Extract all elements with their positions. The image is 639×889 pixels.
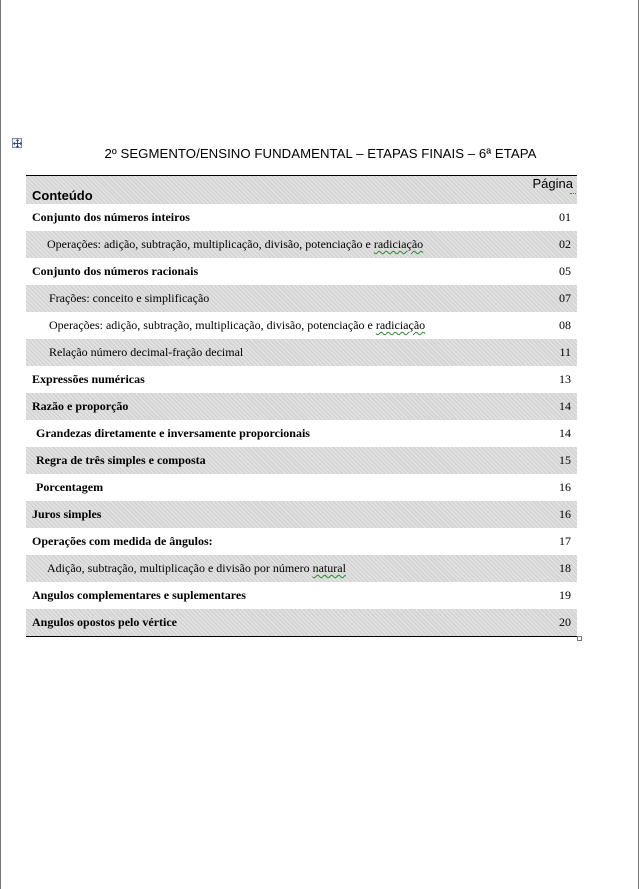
- row-label: Expressões numéricas: [32, 372, 145, 386]
- table-row[interactable]: [26, 447, 577, 474]
- table-row[interactable]: [26, 285, 577, 312]
- row-label: Conjunto dos números racionais: [32, 264, 199, 278]
- table-row[interactable]: [26, 339, 577, 366]
- row-page: 05: [559, 264, 571, 278]
- table-row[interactable]: [26, 474, 577, 501]
- row-label: Porcentagem: [36, 480, 104, 494]
- row-page: 13: [559, 372, 571, 386]
- row-label: Regra de três simples e composta: [36, 453, 206, 467]
- row-page: 19: [559, 588, 571, 602]
- row-label: Grandezas diretamente e inversamente proporcionais: [36, 426, 310, 440]
- row-label: Relação número decimal-fração decimal: [49, 345, 244, 359]
- row-label: Operações: adição, subtração, multiplicação, divisão, potenciação e radiciação: [49, 318, 426, 332]
- row-page: 02: [559, 237, 571, 251]
- row-label: Angulos opostos pelo vértice: [32, 615, 177, 629]
- row-label: Operações com medida de ângulos:: [32, 534, 213, 548]
- row-page: 15: [559, 453, 571, 467]
- table-row[interactable]: [26, 258, 577, 285]
- row-label: Conjunto dos números inteiros: [32, 210, 190, 224]
- spelling-marked-word: natural: [312, 561, 346, 575]
- table-row[interactable]: [26, 420, 577, 447]
- table-row[interactable]: [26, 312, 577, 339]
- row-label: Operações: adição, subtração, multiplicação, divisão, potenciação e radiciação: [47, 237, 424, 251]
- table-row[interactable]: [26, 528, 577, 555]
- row-label: Angulos complementares e suplementares: [32, 588, 246, 602]
- row-page: 18: [559, 561, 571, 575]
- row-page: 16: [559, 480, 571, 494]
- table-row[interactable]: [26, 582, 577, 609]
- header-page-label: Página: [532, 176, 573, 191]
- table-row[interactable]: [26, 555, 577, 582]
- document-title: 2º SEGMENTO/ENSINO FUNDAMENTAL – ETAPAS FINAIS – 6ª ETAPA: [104, 146, 537, 161]
- row-page: 16: [559, 507, 571, 521]
- row-label: Adição, subtração, multiplicação e divisão por número natural: [47, 561, 346, 575]
- row-page: 14: [559, 399, 571, 413]
- spelling-marked-word: radiciação: [373, 237, 424, 251]
- row-page: 01: [559, 210, 571, 224]
- row-page: 08: [559, 318, 571, 332]
- table-row[interactable]: [26, 609, 577, 636]
- header-content-label: Conteúdo: [32, 188, 93, 203]
- row-label: Razão e proporção: [32, 399, 129, 413]
- table-header-row: [26, 176, 577, 204]
- row-page: 14: [559, 426, 571, 440]
- table-row[interactable]: [26, 231, 577, 258]
- table-row[interactable]: [26, 393, 577, 420]
- row-page: 11: [559, 345, 571, 359]
- table-row[interactable]: [26, 501, 577, 528]
- table-of-contents: [26, 175, 577, 637]
- spelling-marked-word: radiciação: [375, 318, 426, 332]
- row-page: 07: [559, 291, 571, 305]
- table-row[interactable]: [26, 366, 577, 393]
- row-label: Frações: conceito e simplificação: [49, 291, 210, 305]
- spelling-mark: [570, 190, 576, 194]
- row-page: 17: [559, 534, 571, 548]
- table-row[interactable]: [26, 204, 577, 231]
- row-label: Juros simples: [32, 507, 102, 521]
- table-resize-handle[interactable]: [577, 636, 582, 641]
- row-page: 20: [559, 615, 571, 629]
